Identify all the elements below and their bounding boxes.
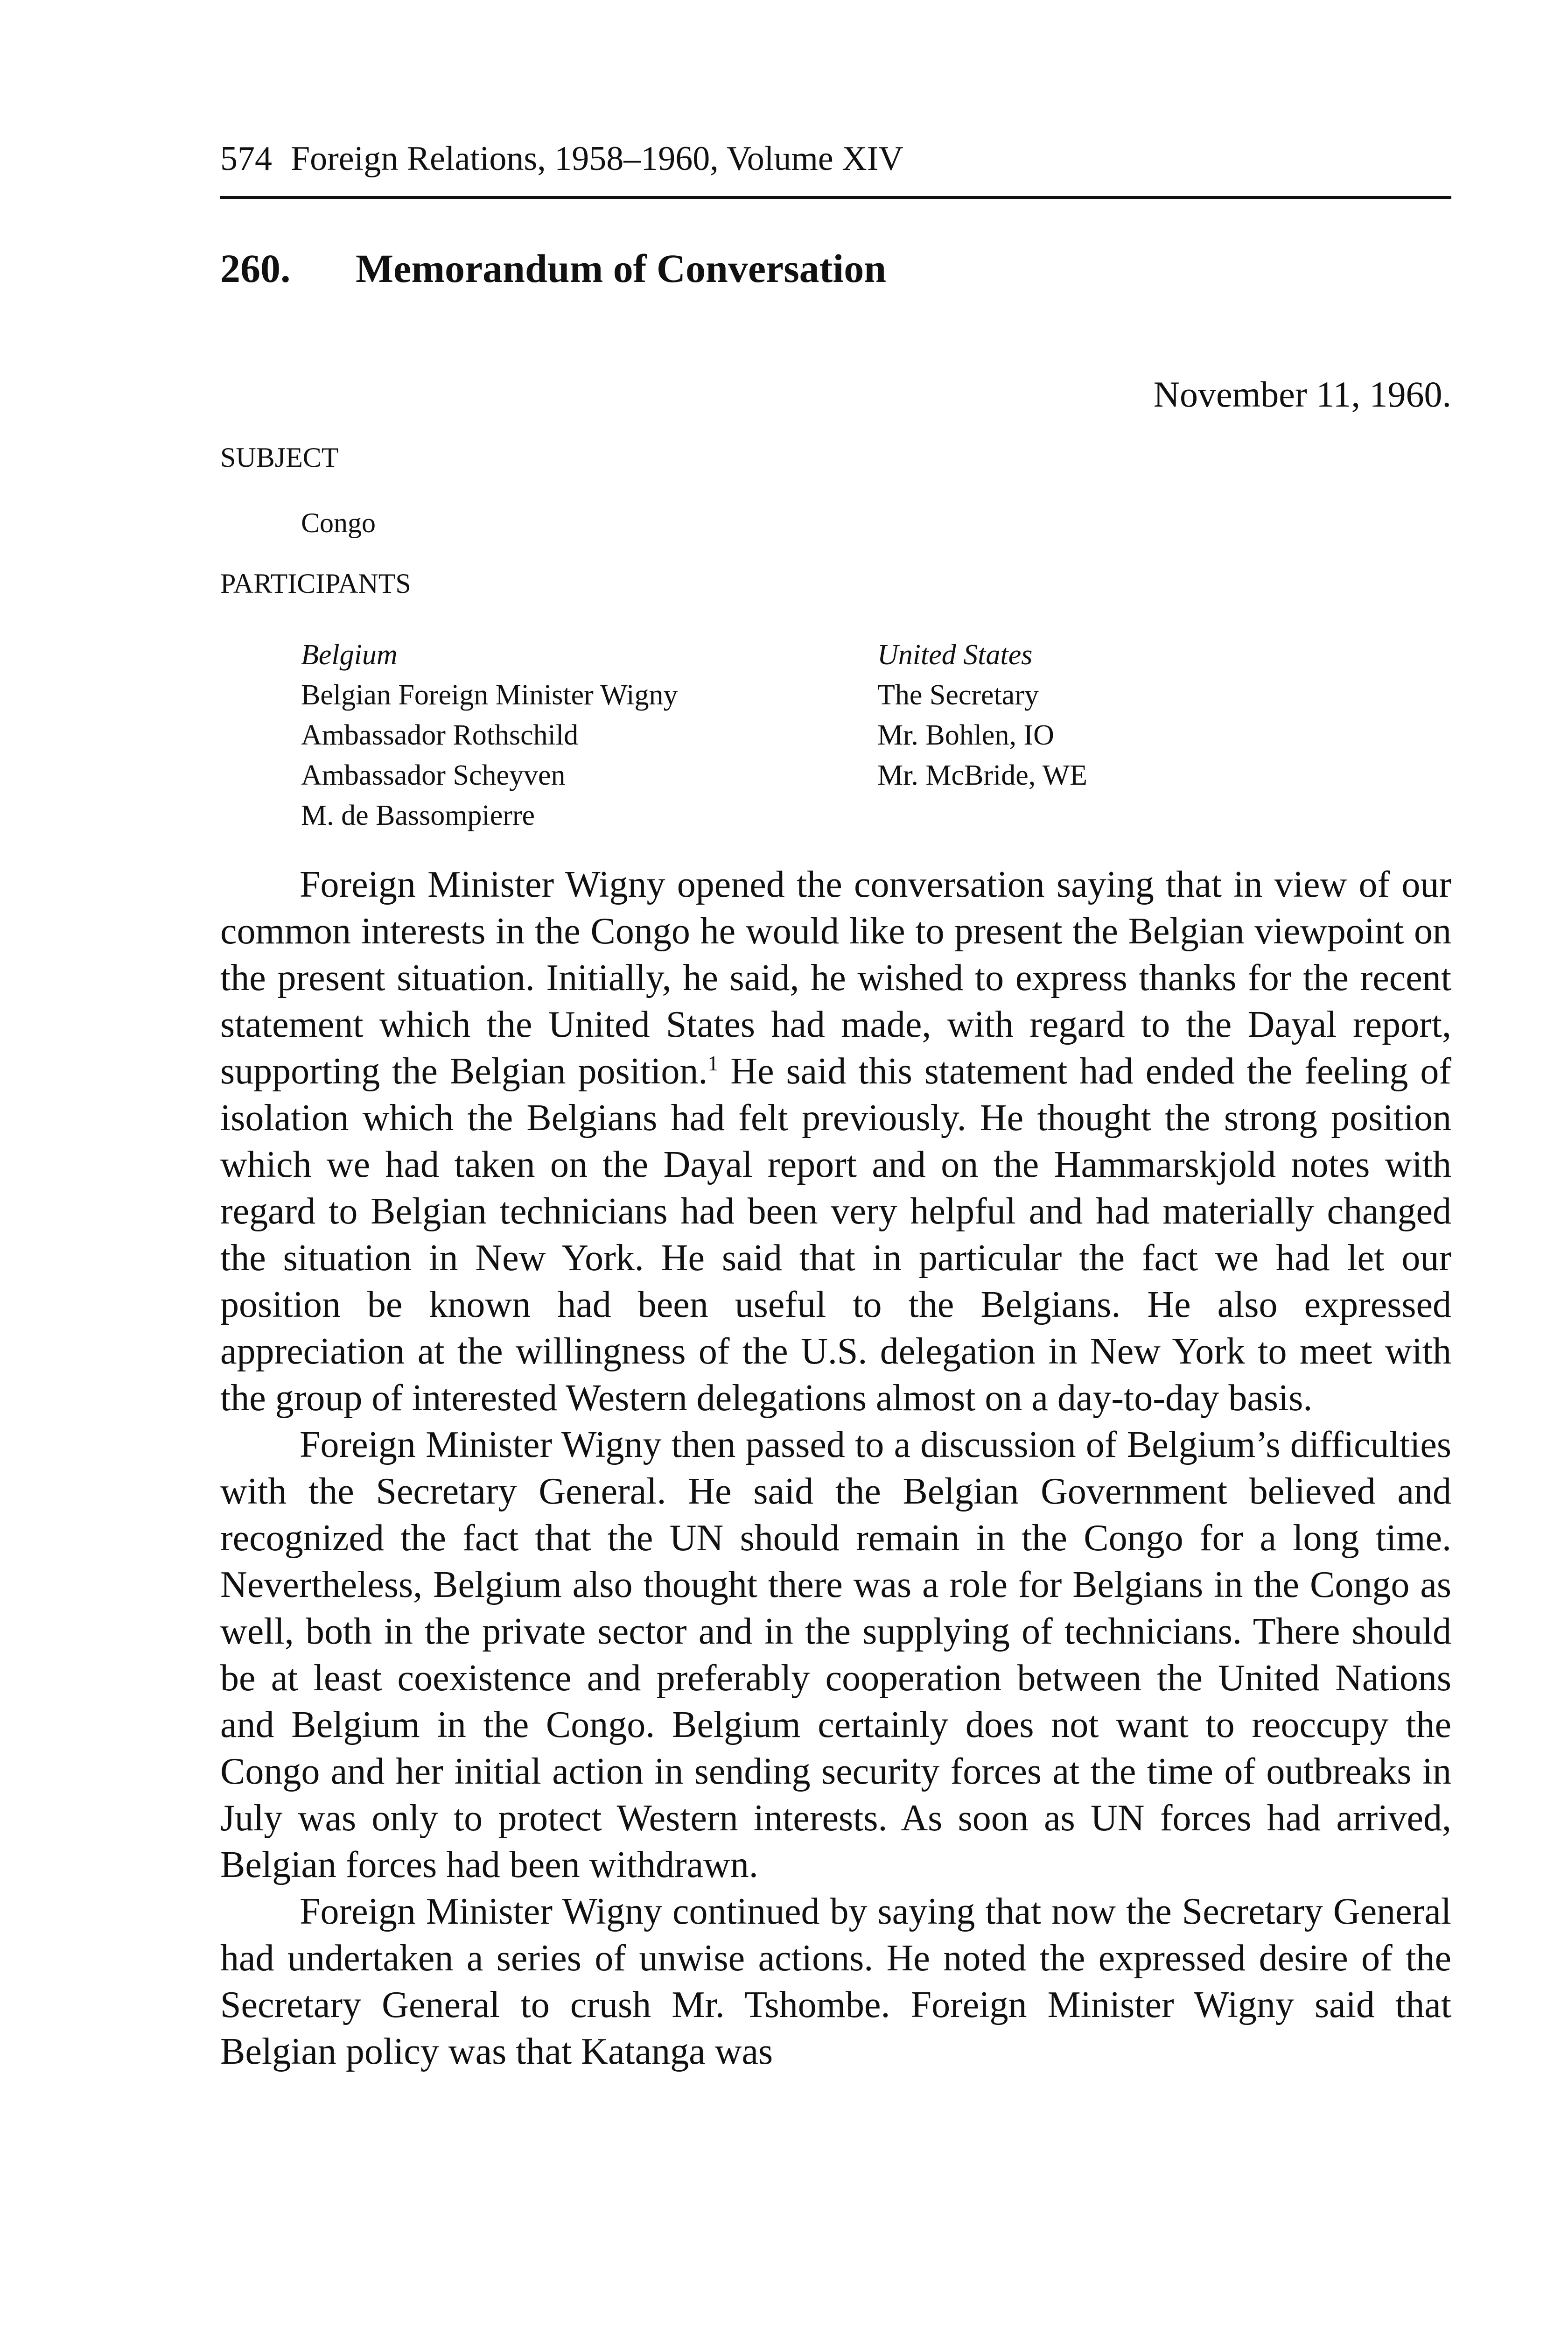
participant-name: Belgian Foreign Minister Wigny [301, 679, 678, 711]
participants-united-states [877, 635, 1087, 795]
participant-name: M. de Bassompierre [301, 800, 535, 831]
header-rule [220, 196, 1451, 199]
participant-name: The Secretary [877, 679, 1039, 711]
document-number: 260. [220, 246, 291, 291]
subject-label: SUBJECT [220, 442, 339, 473]
participant-name: Mr. McBride, WE [877, 759, 1088, 791]
running-title: Foreign Relations, 1958–1960, Volume XIV [291, 140, 903, 178]
belgium-heading: Belgium [301, 639, 398, 671]
body-paragraph: Foreign Minister Wigny continued by saying that now the Secretary General had undertaken a series of unwise actions. He noted the expressed desire of the Secretary General to crush Mr. Tshombe. Foreign Minister Wigny said that Belgian policy was that Katanga was [220, 1891, 1451, 2072]
participant-name: Ambassador Rothschild [301, 719, 579, 751]
footnote-reference: 1 [707, 1051, 719, 1075]
subject-value: Congo [301, 507, 376, 538]
united-states-heading: United States [877, 639, 1033, 671]
participants-belgium [301, 635, 678, 836]
document-heading [220, 243, 886, 294]
running-header [220, 133, 1451, 184]
body-paragraph: Foreign Minister Wigny opened the conversation saying that in view of our common interests in the Congo he would like to present the Belgian viewpoint on the present situation. Initially, he said, he wished to express thanks for the recent statement which the United States had made, with regard to the Dayal report, supporting the Belgian position.$^1$ He said this statement had ended the feeling of isolation which the Belgians had felt previously. He thought the strong position which we had taken on the Dayal report and on the Hammarskjold notes with regard to Belgian technicians had been very helpful and had materially changed the situation in New York. He said that in particular the fact we had let our position be known had been useful to the Belgians. He also expressed appreciation at the willingness of the U.S. delegation in New York to meet with the group of interested Western delegations almost on a day-to-day basis. [220, 864, 1451, 1419]
participant-name: Mr. Bohlen, IO [877, 719, 1054, 751]
document-date: November 11, 1960. [1153, 374, 1451, 415]
participant-name: Ambassador Scheyven [301, 759, 566, 791]
document-title: Memorandum of Conversation [356, 246, 887, 291]
body-paragraph: Foreign Minister Wigny then passed to a discussion of Belgium’s difficulties with the Secretary General. He said the Belgian Government believed and recognized the fact that the UN should remain in the Congo for a long time. Nevertheless, Belgium also thought there was a role for Belgians in the Congo as well, both in the private sector and in the supplying of technicians. There should be at least coexistence and preferably cooperation between the United Nations and Belgium in the Congo. Belgium certainly does not want to reoccupy the Congo and her initial action in sending security forces at the time of outbreaks in July was only to protect Western interests. As soon as UN forces had arrived, Belgian forces had been withdrawn. [220, 1424, 1451, 1885]
participants-label: PARTICIPANTS [220, 568, 411, 599]
page-number: 574 [220, 140, 272, 178]
memorandum-body [220, 861, 1451, 2075]
